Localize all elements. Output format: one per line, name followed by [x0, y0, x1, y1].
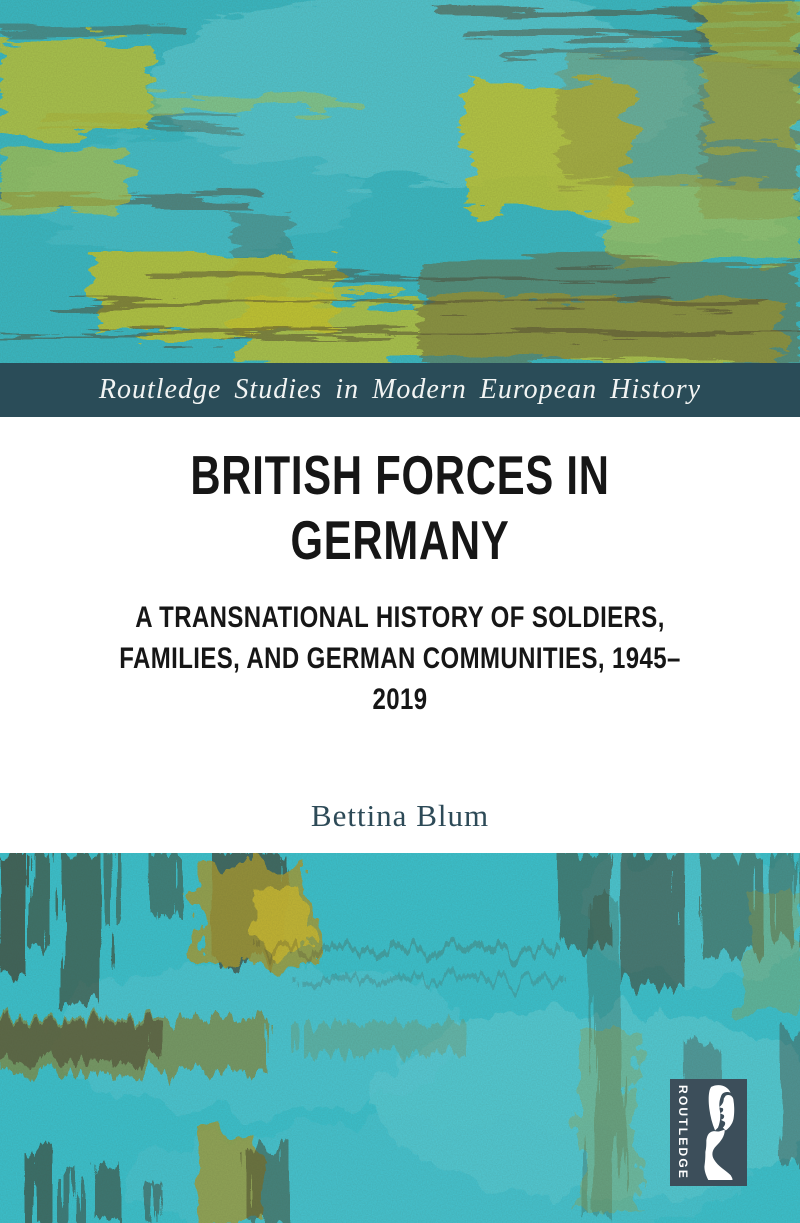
series-title: Routledge Studies in Modern European History	[98, 374, 702, 405]
cover-text-panel	[0, 417, 800, 853]
series-banner	[0, 363, 800, 417]
cover-art-top	[0, 0, 800, 363]
book-subtitle	[0, 597, 800, 720]
book-title	[0, 443, 800, 573]
routledge-face-r-icon	[690, 1084, 745, 1181]
routledge-logo	[670, 1079, 747, 1186]
book-title-line-1: BRITISH FORCES IN	[190, 444, 610, 506]
book-subtitle-line-1: A TRANSNATIONAL HISTORY OF SOLDIERS,	[135, 601, 665, 634]
book-subtitle-line-2: FAMILIES, AND GERMAN COMMUNITIES, 1945–	[119, 642, 681, 675]
routledge-wordmark: ROUTLEDGE	[676, 1084, 690, 1181]
author-name: Bettina Blum	[310, 798, 490, 833]
book-title-line-2: GERMANY	[290, 509, 510, 571]
book-subtitle-line-3: 2019	[372, 683, 428, 716]
